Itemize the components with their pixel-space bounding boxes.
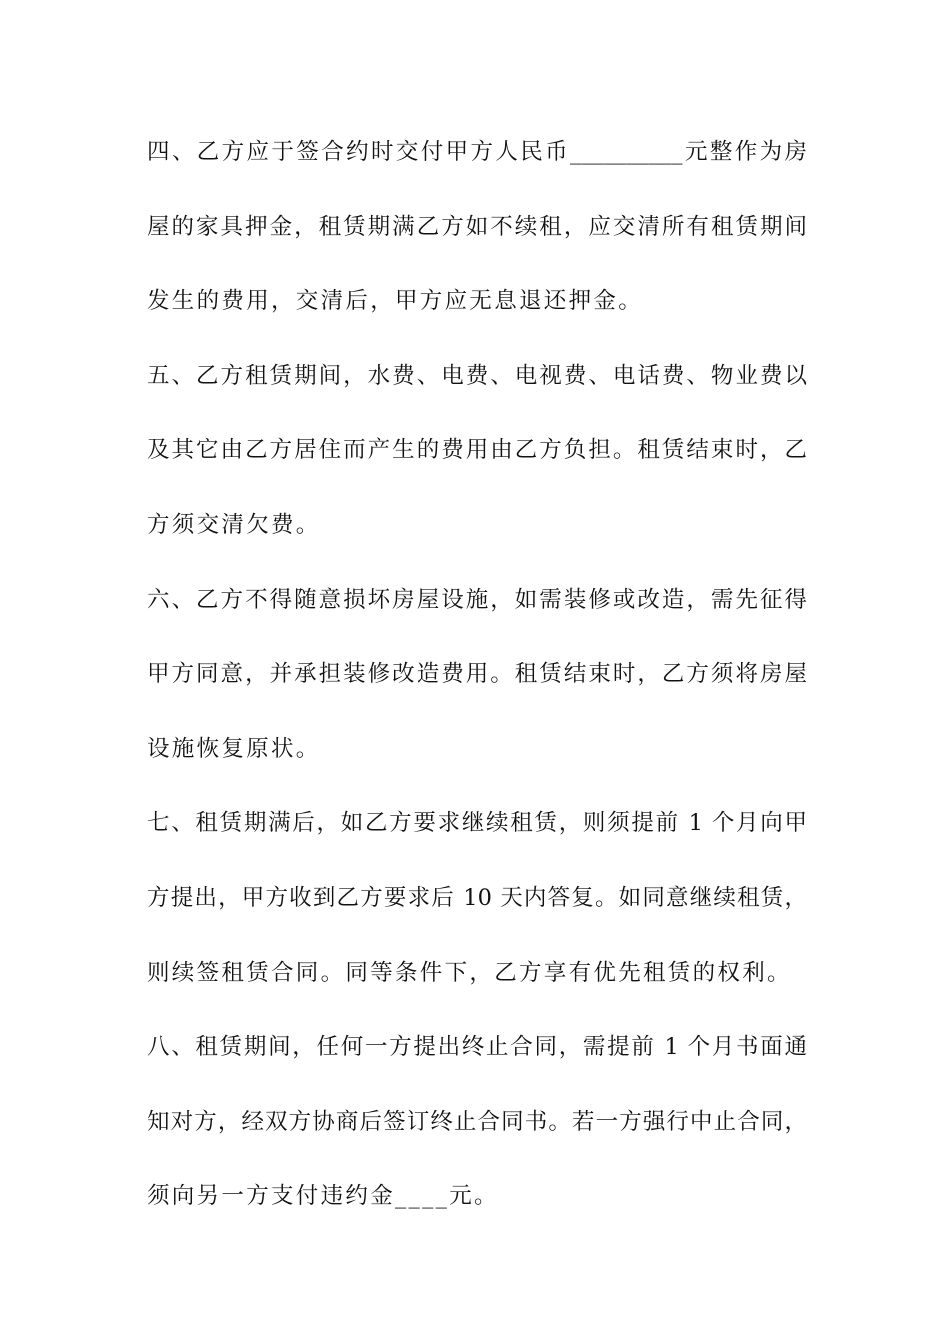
clause-8-line-1: 八、租赁期间，任何一方提出终止合同，需提前 1 个月书面通 <box>147 1034 807 1061</box>
clause-7-line-2: 方提出，甲方收到乙方要求后 10 天内答复。如同意继续租赁， <box>147 884 807 911</box>
clause-7-line-3: 则续签租赁合同。同等条件下，乙方享有优先租赁的权利。 <box>147 959 792 986</box>
clause-4-line-2: 屋的家具押金，租赁期满乙方如不续租，应交清所有租赁期间 <box>147 213 807 240</box>
clause-4-line-3: 发生的费用，交清后，甲方应无息退还押金。 <box>147 288 644 315</box>
clause-5-line-3: 方须交清欠费。 <box>147 511 321 538</box>
clause-4-line-1: 四、乙方应于签合约时交付甲方人民币__________元整作为房 <box>147 139 807 165</box>
clause-6-line-2: 甲方同意，并承担装修改造费用。租赁结束时，乙方须将房屋 <box>147 661 807 688</box>
clause-6-line-1: 六、乙方不得随意损坏房屋设施，如需装修或改造，需先征得 <box>147 586 807 613</box>
clause-8-line-3: 须向另一方支付违约金____元。 <box>147 1183 499 1210</box>
clause-7-line-1: 七、租赁期满后，如乙方要求继续租赁，则须提前 1 个月向甲 <box>147 810 807 837</box>
clause-6-line-3: 设施恢复原状。 <box>147 735 321 762</box>
clause-5-line-1: 五、乙方租赁期间，水费、电费、电视费、电话费、物业费以 <box>147 362 807 389</box>
clause-5-line-2: 及其它由乙方居住而产生的费用由乙方负担。租赁结束时，乙 <box>147 437 807 464</box>
clause-8-line-2: 知对方，经双方协商后签订终止合同书。若一方强行中止合同， <box>147 1108 807 1135</box>
contract-clauses <box>147 128 807 1247</box>
